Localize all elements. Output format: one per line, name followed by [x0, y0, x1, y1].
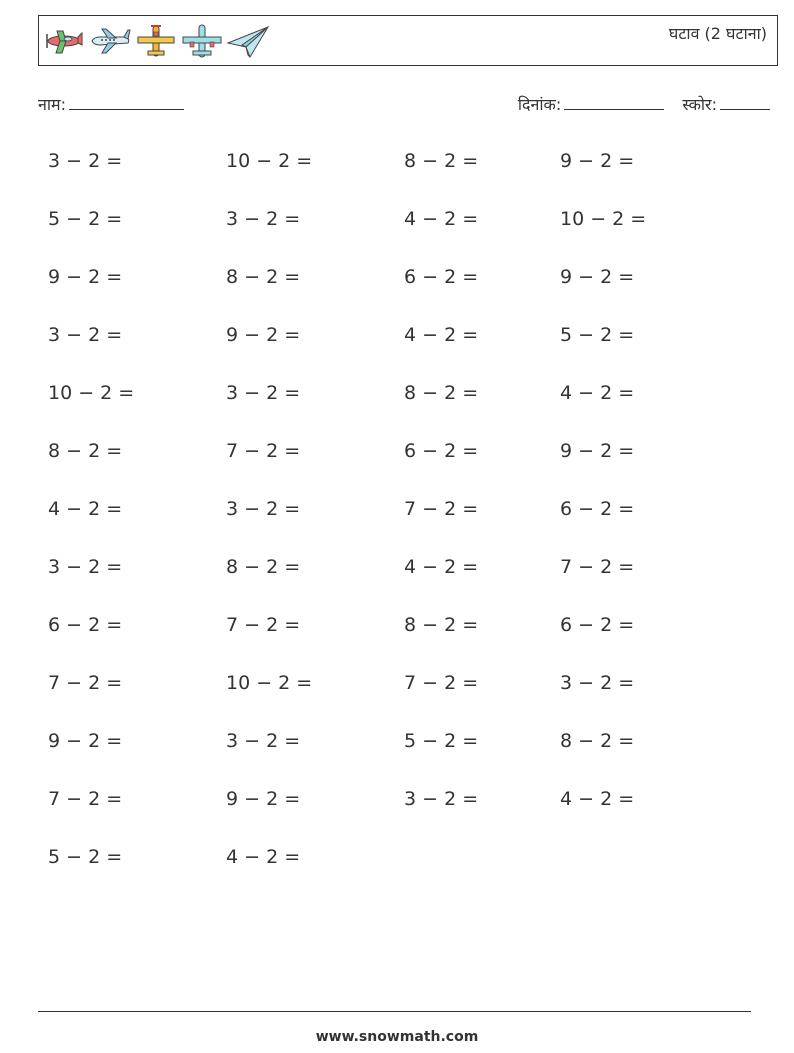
worksheet-title: घटाव (2 घटाना): [668, 24, 767, 43]
problem-item: 9 − 2 =: [226, 324, 301, 346]
problem-item: 10 − 2 =: [226, 150, 313, 172]
problem-item: 9 − 2 =: [560, 150, 635, 172]
problem-item: 7 − 2 =: [48, 672, 123, 694]
problem-item: 4 − 2 =: [404, 208, 479, 230]
problem-item: 8 − 2 =: [560, 730, 635, 752]
problem-item: 5 − 2 =: [560, 324, 635, 346]
problem-item: 7 − 2 =: [226, 440, 301, 462]
problem-item: 6 − 2 =: [404, 440, 479, 462]
problem-item: 9 − 2 =: [48, 730, 123, 752]
problem-item: 5 − 2 =: [48, 208, 123, 230]
problem-item: 3 − 2 =: [560, 672, 635, 694]
problem-item: 3 − 2 =: [48, 324, 123, 346]
problem-item: 3 − 2 =: [226, 382, 301, 404]
problem-item: 7 − 2 =: [404, 672, 479, 694]
problem-item: 3 − 2 =: [226, 498, 301, 520]
problem-item: 8 − 2 =: [404, 382, 479, 404]
problem-item: 6 − 2 =: [560, 498, 635, 520]
problem-item: 9 − 2 =: [48, 266, 123, 288]
problem-item: 5 − 2 =: [48, 846, 123, 868]
footer-website: www.snowmath.com: [315, 1029, 479, 1045]
problem-item: 3 − 2 =: [404, 788, 479, 810]
problem-item: 4 − 2 =: [560, 788, 635, 810]
problem-item: 10 − 2 =: [226, 672, 313, 694]
problem-item: 9 − 2 =: [560, 266, 635, 288]
problem-item: 8 − 2 =: [404, 150, 479, 172]
problem-item: 8 − 2 =: [48, 440, 123, 462]
problem-item: 8 − 2 =: [226, 266, 301, 288]
name-label: नाम:: [38, 95, 66, 114]
problem-item: 7 − 2 =: [48, 788, 123, 810]
problem-item: 4 − 2 =: [404, 556, 479, 578]
date-label: दिनांक:: [517, 95, 562, 114]
problem-item: 3 − 2 =: [226, 208, 301, 230]
score-label: स्कोर:: [682, 95, 717, 114]
problem-item: 4 − 2 =: [560, 382, 635, 404]
problem-item: 4 − 2 =: [226, 846, 301, 868]
problem-item: 9 − 2 =: [560, 440, 635, 462]
problem-item: 10 − 2 =: [48, 382, 135, 404]
problem-item: 7 − 2 =: [226, 614, 301, 636]
problem-item: 8 − 2 =: [226, 556, 301, 578]
problem-item: 8 − 2 =: [404, 614, 479, 636]
problem-item: 7 − 2 =: [404, 498, 479, 520]
problem-item: 6 − 2 =: [404, 266, 479, 288]
problem-item: 3 − 2 =: [48, 150, 123, 172]
problem-item: 4 − 2 =: [48, 498, 123, 520]
problem-item: 6 − 2 =: [48, 614, 123, 636]
problem-item: 3 − 2 =: [48, 556, 123, 578]
problem-item: 6 − 2 =: [560, 614, 635, 636]
problem-item: 10 − 2 =: [560, 208, 647, 230]
footer-divider: [38, 1011, 751, 1012]
problem-item: 7 − 2 =: [560, 556, 635, 578]
problem-item: 9 − 2 =: [226, 788, 301, 810]
problem-item: 4 − 2 =: [404, 324, 479, 346]
problem-item: 3 − 2 =: [226, 730, 301, 752]
problem-item: 5 − 2 =: [404, 730, 479, 752]
